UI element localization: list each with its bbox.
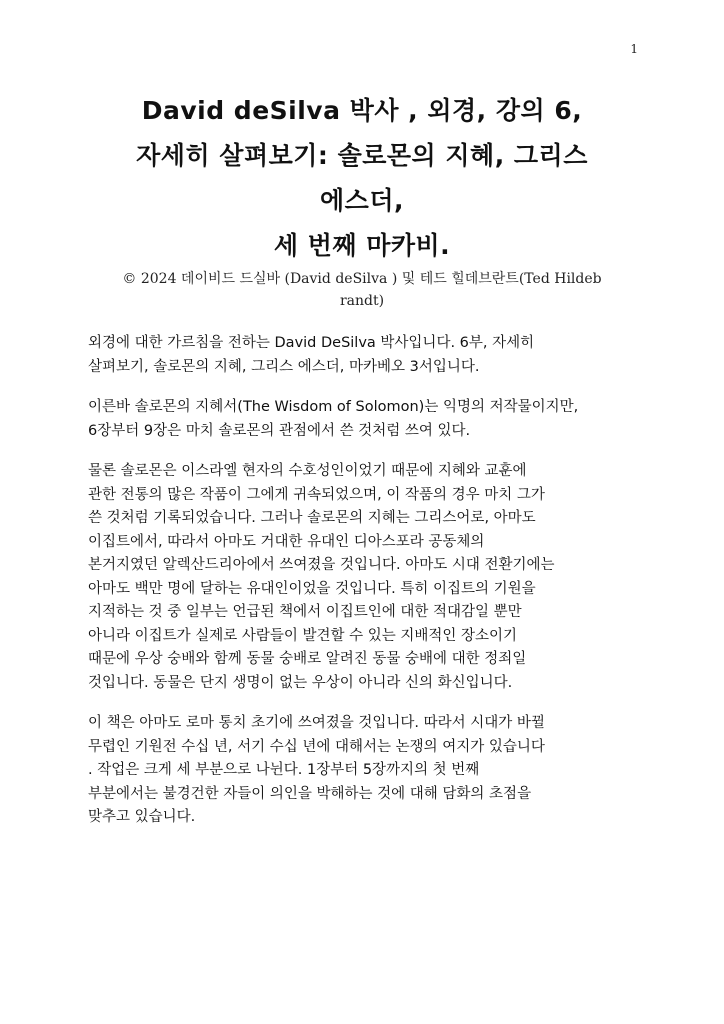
text-line: 아니라 이집트가 실제로 사람들이 발견할 수 있는 지배적인 장소이기: [88, 627, 518, 644]
title-line: 에스더,: [320, 186, 404, 215]
text-line: 이 책은 아마도 로마 통치 초기에 쓰여졌을 것입니다. 따라서 시대가 바뀔: [88, 715, 545, 731]
text-line: 지적하는 것 중 일부는 언급된 책에서 이집트인에 대한 적대감일 뿐만: [88, 604, 522, 620]
text-line: 물론 솔로몬은 이스라엘 현자의 수호성인이었기 때문에 지혜와 교훈에: [88, 463, 527, 479]
text-line: 무렵인 기원전 수십 년, 서기 수십 년에 대해서는 논쟁의 여지가 있습니다: [88, 738, 545, 755]
paragraph-intro: [88, 332, 644, 379]
title-line: 자세히 살펴보기: 솔로몬의 지혜, 그리스: [136, 141, 588, 170]
title-line: David deSilva 박사 , 외경, 강의 6,: [141, 96, 583, 125]
text-line: 이른바 솔로몬의 지혜서(The Wisdom of Solomon)는 익명의 저작물이지만,: [88, 399, 579, 415]
copyright-line: randt): [339, 293, 385, 309]
body-text: [88, 332, 644, 847]
text-line: 때문에 우상 숭배와 함께 동물 숭배로 알려진 동물 숭배에 대한 정죄일: [88, 651, 527, 667]
text-line: . 작업은 크게 세 부분으로 나뉜다. 1장부터 5장까지의 첫 번째: [88, 762, 480, 778]
text-line: 살펴보기, 솔로몬의 지혜, 그리스 에스더, 마카베오 3서입니다.: [88, 358, 480, 375]
text-line: 이집트에서, 따라서 아마도 거대한 유대인 디아스포라 공동체의: [88, 533, 485, 550]
document-title: [80, 88, 644, 268]
text-line: 아마도 백만 명에 달하는 유대인이었을 것입니다. 특히 이집트의 기원을: [88, 580, 536, 597]
copyright-notice: [88, 268, 636, 312]
title-line: 세 번째 마카비.: [273, 231, 451, 260]
copyright-line: © 2024 데이비드 드실바 (David deSilva ) 및 테드 힐데브란트(Ted Hildeb: [122, 271, 602, 287]
paragraph-solomon-origin: [88, 460, 644, 695]
paragraph-wisdom-anonymous: [88, 396, 644, 443]
text-line: 부분에서는 불경건한 자들이 의인을 박해하는 것에 대해 담화의 초점을: [88, 785, 532, 802]
text-line: 관한 전통의 많은 작품이 그에게 귀속되었으며, 이 작품의 경우 마치 그가: [88, 486, 545, 503]
paragraph-dating: [88, 712, 644, 830]
page-number: 1: [630, 42, 638, 56]
text-line: 것입니다. 동물은 단지 생명이 없는 우상이 아니라 신의 화신입니다.: [88, 674, 513, 691]
text-line: 쓴 것처럼 기록되었습니다. 그러나 솔로몬의 지혜는 그리스어로, 아마도: [88, 510, 536, 526]
text-line: 6장부터 9장은 마치 솔로몬의 관점에서 쓴 것처럼 쓰여 있다.: [88, 422, 471, 439]
text-line: 외경에 대한 가르침을 전하는 David DeSilva 박사입니다. 6부, 자세히: [88, 335, 535, 351]
text-line: 본거지였던 알렉산드리아에서 쓰여졌을 것입니다. 아마도 시대 전환기에는: [88, 557, 555, 573]
text-line: 맞추고 있습니다.: [88, 809, 196, 825]
